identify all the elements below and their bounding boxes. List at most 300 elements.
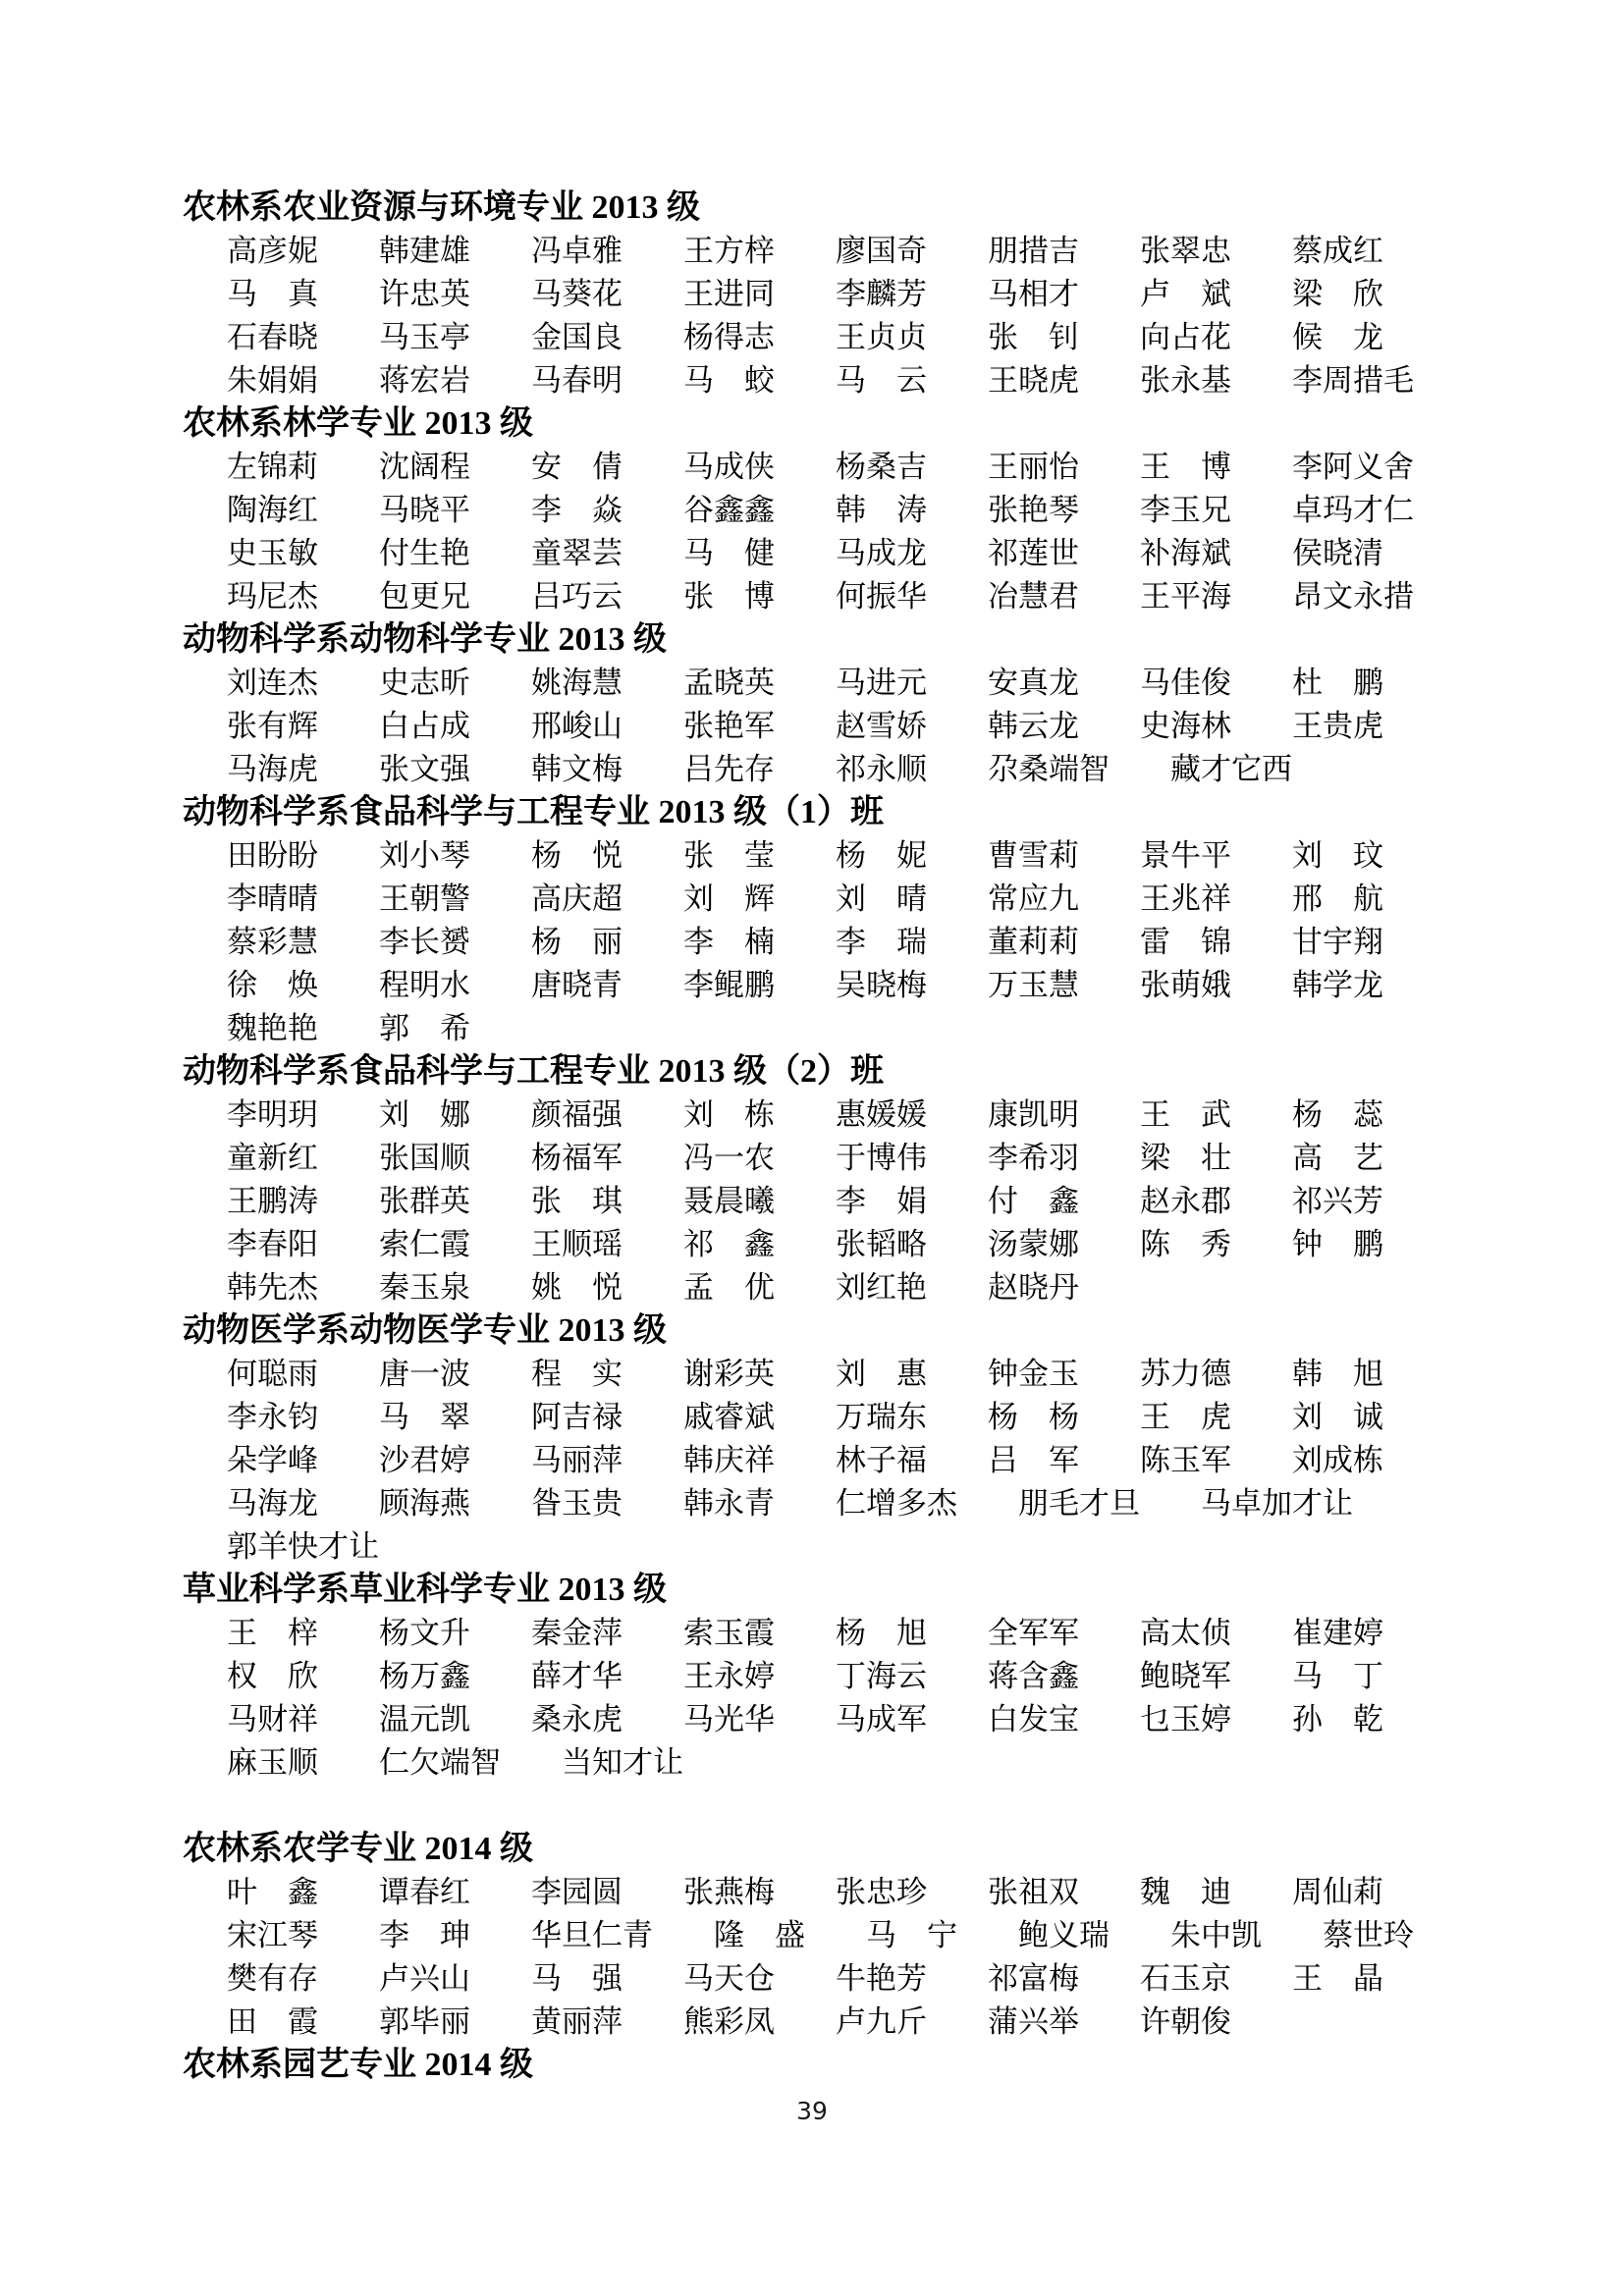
section-heading: 农林系林学专业 2013 级 — [183, 405, 533, 442]
student-name: 王进同 — [683, 277, 775, 311]
student-name: 冯一农 — [683, 1141, 775, 1175]
page-number: 39 — [796, 2097, 828, 2125]
student-name: 马成侠 — [683, 450, 775, 484]
student-name: 刘 辉 — [683, 881, 775, 916]
student-name: 汤蒙娜 — [988, 1227, 1079, 1261]
student-name: 张有辉 — [227, 709, 318, 743]
student-name: 孟晓英 — [683, 666, 775, 700]
student-name: 张萌娥 — [1140, 968, 1231, 1002]
student-name: 补海斌 — [1140, 536, 1231, 570]
student-name: 尕桑端智 — [988, 752, 1110, 786]
student-name: 祁永顺 — [836, 752, 927, 786]
section-heading: 农林系园艺专业 2014 级 — [183, 2047, 533, 2083]
student-name: 梁 欣 — [1292, 277, 1383, 311]
student-name: 朋毛才旦 — [1018, 1486, 1140, 1521]
student-name: 付生艳 — [379, 536, 470, 570]
student-name: 韩 涛 — [836, 493, 927, 527]
student-name: 李鲲鹏 — [683, 968, 775, 1002]
name-row — [183, 273, 1459, 316]
student-name: 吕 军 — [988, 1443, 1079, 1477]
student-name: 朵学峰 — [227, 1443, 318, 1477]
student-name: 杨 蕊 — [1292, 1097, 1383, 1132]
student-name: 杨福军 — [531, 1141, 623, 1175]
student-name: 李永钧 — [227, 1400, 318, 1434]
student-name: 马 宁 — [866, 1918, 957, 1952]
student-name: 候 龙 — [1292, 320, 1383, 354]
student-name: 马 丁 — [1292, 1659, 1383, 1693]
student-name: 张韬略 — [836, 1227, 927, 1261]
student-name: 阿吉禄 — [531, 1400, 623, 1434]
student-name: 杨 丽 — [531, 925, 623, 959]
student-name: 王丽怡 — [988, 450, 1079, 484]
student-name: 颜福强 — [531, 1097, 623, 1132]
student-name: 徐 焕 — [227, 968, 318, 1002]
student-name: 张艳琴 — [988, 493, 1079, 527]
student-name: 高太侦 — [1140, 1616, 1231, 1650]
student-name: 隆 盛 — [714, 1918, 805, 1952]
student-name: 姚 悦 — [531, 1270, 623, 1305]
student-name: 吴晓梅 — [836, 968, 927, 1002]
student-name: 李周措毛 — [1292, 363, 1414, 398]
student-name: 孙 乾 — [1292, 1702, 1383, 1736]
student-name: 鲍晓军 — [1140, 1659, 1231, 1693]
student-name: 安 倩 — [531, 450, 623, 484]
student-name: 樊有存 — [227, 1961, 318, 1996]
section-heading: 农林系农业资源与环境专业 2013 级 — [183, 189, 700, 226]
student-name: 王方梓 — [683, 234, 775, 268]
section-heading: 动物科学系食品科学与工程专业 2013 级（1）班 — [183, 794, 884, 830]
student-name: 李 楠 — [683, 925, 775, 959]
student-name: 邢峻山 — [531, 709, 623, 743]
student-name: 韩先杰 — [227, 1270, 318, 1305]
student-name: 邢 航 — [1292, 881, 1383, 916]
student-name: 杨 杨 — [988, 1400, 1079, 1434]
student-name: 马 真 — [227, 277, 318, 311]
section-spacer — [183, 1785, 1459, 1828]
roster-section — [183, 1569, 1459, 1785]
student-name: 刘 惠 — [836, 1357, 927, 1391]
student-name: 金国良 — [531, 320, 623, 354]
student-name: 李园圆 — [531, 1875, 623, 1909]
name-row — [183, 230, 1459, 273]
student-name: 谷鑫鑫 — [683, 493, 775, 527]
student-name: 王平海 — [1140, 579, 1231, 614]
name-row — [183, 1612, 1459, 1655]
name-row — [183, 316, 1459, 359]
student-name: 姚海慧 — [531, 666, 623, 700]
student-name: 祁莲世 — [988, 536, 1079, 570]
student-name: 蒋含鑫 — [988, 1659, 1079, 1693]
name-row — [183, 575, 1459, 618]
student-name: 马葵花 — [531, 277, 623, 311]
student-name: 当知才让 — [562, 1745, 683, 1780]
student-name: 刘成栋 — [1292, 1443, 1383, 1477]
student-name: 刘连杰 — [227, 666, 318, 700]
student-name: 王鹏涛 — [227, 1184, 318, 1218]
student-name: 韩学龙 — [1292, 968, 1383, 1002]
roster-section — [183, 618, 1459, 791]
name-row — [183, 834, 1459, 878]
student-name: 史玉敏 — [227, 536, 318, 570]
student-name: 张群英 — [379, 1184, 470, 1218]
name-row — [183, 964, 1459, 1007]
roster-section — [183, 187, 1459, 402]
student-name: 马佳俊 — [1140, 666, 1231, 700]
student-name: 陈 秀 — [1140, 1227, 1231, 1261]
student-name: 惠媛媛 — [836, 1097, 927, 1132]
student-name: 张艳军 — [683, 709, 775, 743]
student-name: 赵晓丹 — [988, 1270, 1079, 1305]
student-name: 张永基 — [1140, 363, 1231, 398]
name-row — [183, 359, 1459, 402]
student-name: 韩永青 — [683, 1486, 775, 1521]
name-row — [183, 532, 1459, 575]
name-row — [183, 662, 1459, 705]
student-name: 何聪雨 — [227, 1357, 318, 1391]
student-name: 秦金萍 — [531, 1616, 623, 1650]
name-row — [183, 1439, 1459, 1482]
student-name: 梁 壮 — [1140, 1141, 1231, 1175]
student-name: 乜玉婷 — [1140, 1702, 1231, 1736]
name-row — [183, 1396, 1459, 1439]
student-name: 高彦妮 — [227, 234, 318, 268]
student-name: 史海林 — [1140, 709, 1231, 743]
name-row — [183, 1698, 1459, 1741]
student-name: 王顺瑶 — [531, 1227, 623, 1261]
student-name: 白占成 — [379, 709, 470, 743]
student-name: 常应九 — [988, 881, 1079, 916]
student-name: 权 欣 — [227, 1659, 318, 1693]
student-name: 李阿义舍 — [1292, 450, 1414, 484]
name-row — [183, 1007, 1459, 1050]
student-name: 马 蛟 — [683, 363, 775, 398]
student-name: 蔡彩慧 — [227, 925, 318, 959]
student-name: 马海龙 — [227, 1486, 318, 1521]
student-name: 谢彩英 — [683, 1357, 775, 1391]
student-name: 万玉慧 — [988, 968, 1079, 1002]
student-name: 许朝俊 — [1140, 2004, 1231, 2039]
student-name: 杨桑吉 — [836, 450, 927, 484]
section-heading: 动物科学系动物科学专业 2013 级 — [183, 621, 667, 658]
student-name: 冶慧君 — [988, 579, 1079, 614]
student-name: 马晓平 — [379, 493, 470, 527]
student-name: 唐一波 — [379, 1357, 470, 1391]
student-name: 索玉霞 — [683, 1616, 775, 1650]
student-name: 华旦仁青 — [531, 1918, 653, 1952]
name-row — [183, 748, 1459, 791]
name-row — [183, 1137, 1459, 1180]
name-row — [183, 1353, 1459, 1396]
student-name: 熊彩凤 — [683, 2004, 775, 2039]
student-name: 韩云龙 — [988, 709, 1079, 743]
student-name: 苏力德 — [1140, 1357, 1231, 1391]
student-name: 史志昕 — [379, 666, 470, 700]
student-name: 王晓虎 — [988, 363, 1079, 398]
student-name: 谭春红 — [379, 1875, 470, 1909]
student-name: 张燕梅 — [683, 1875, 775, 1909]
student-name: 刘 诚 — [1292, 1400, 1383, 1434]
name-row — [183, 1741, 1459, 1785]
student-name: 蔡世玲 — [1323, 1918, 1414, 1952]
student-name: 赵永郡 — [1140, 1184, 1231, 1218]
student-name: 李 娟 — [836, 1184, 927, 1218]
student-name: 张 博 — [683, 579, 775, 614]
name-row — [183, 1094, 1459, 1137]
roster-section — [183, 1309, 1459, 1569]
student-name: 张忠珍 — [836, 1875, 927, 1909]
student-name: 蒋宏岩 — [379, 363, 470, 398]
student-name: 马光华 — [683, 1702, 775, 1736]
student-name: 张祖双 — [988, 1875, 1079, 1909]
student-name: 韩庆祥 — [683, 1443, 775, 1477]
student-name: 程明水 — [379, 968, 470, 1002]
student-name: 张 钊 — [988, 320, 1079, 354]
student-name: 唐晓青 — [531, 968, 623, 1002]
student-name: 雷 锦 — [1140, 925, 1231, 959]
name-row — [183, 921, 1459, 964]
student-name: 马海虎 — [227, 752, 318, 786]
student-name: 杨得志 — [683, 320, 775, 354]
student-name: 王 梓 — [227, 1616, 318, 1650]
student-name: 包更兄 — [379, 579, 470, 614]
name-row — [183, 489, 1459, 532]
student-name: 玛尼杰 — [227, 579, 318, 614]
student-name: 李 瑞 — [836, 925, 927, 959]
student-name: 韩 旭 — [1292, 1357, 1383, 1391]
student-name: 李玉兄 — [1140, 493, 1231, 527]
name-row — [183, 1223, 1459, 1266]
student-name: 付 鑫 — [988, 1184, 1079, 1218]
student-name: 甘宇翔 — [1292, 925, 1383, 959]
student-name: 冯卓雅 — [531, 234, 623, 268]
student-name: 魏 迪 — [1140, 1875, 1231, 1909]
name-row — [183, 878, 1459, 921]
student-name: 王永婷 — [683, 1659, 775, 1693]
name-row — [183, 1180, 1459, 1223]
name-row — [183, 1914, 1459, 1957]
student-roster — [183, 187, 1459, 2087]
student-name: 马丽萍 — [531, 1443, 623, 1477]
student-name: 马卓加才让 — [1201, 1486, 1353, 1521]
student-name: 王 晶 — [1292, 1961, 1383, 1996]
student-name: 郭毕丽 — [379, 2004, 470, 2039]
student-name: 王贵虎 — [1292, 709, 1383, 743]
student-name: 何振华 — [836, 579, 927, 614]
student-name: 王贞贞 — [836, 320, 927, 354]
student-name: 王兆祥 — [1140, 881, 1231, 916]
student-name: 杨文升 — [379, 1616, 470, 1650]
student-name: 陶海红 — [227, 493, 318, 527]
student-name: 沙君婷 — [379, 1443, 470, 1477]
student-name: 马财祥 — [227, 1702, 318, 1736]
student-name: 李希羽 — [988, 1141, 1079, 1175]
student-name: 吕先存 — [683, 752, 775, 786]
student-name: 张文强 — [379, 752, 470, 786]
student-name: 曹雪莉 — [988, 838, 1079, 873]
student-name: 万瑞东 — [836, 1400, 927, 1434]
student-name: 刘小琴 — [379, 838, 470, 873]
student-name: 马天仓 — [683, 1961, 775, 1996]
student-name: 白发宝 — [988, 1702, 1079, 1736]
student-name: 张 莹 — [683, 838, 775, 873]
student-name: 刘 晴 — [836, 881, 927, 916]
student-name: 戚睿斌 — [683, 1400, 775, 1434]
roster-section — [183, 1828, 1459, 2044]
student-name: 许忠英 — [379, 277, 470, 311]
student-name: 高 艺 — [1292, 1141, 1383, 1175]
student-name: 马进元 — [836, 666, 927, 700]
student-name: 祁富梅 — [988, 1961, 1079, 1996]
student-name: 童新红 — [227, 1141, 318, 1175]
student-name: 顾海燕 — [379, 1486, 470, 1521]
student-name: 马玉亭 — [379, 320, 470, 354]
section-heading: 动物医学系动物医学专业 2013 级 — [183, 1312, 667, 1349]
student-name: 杨万鑫 — [379, 1659, 470, 1693]
student-name: 王 虎 — [1140, 1400, 1231, 1434]
roster-section — [183, 2044, 1459, 2087]
student-name: 李晴晴 — [227, 881, 318, 916]
student-name: 钟金玉 — [988, 1357, 1079, 1391]
roster-section — [183, 791, 1459, 1050]
student-name: 田盼盼 — [227, 838, 318, 873]
student-name: 李春阳 — [227, 1227, 318, 1261]
student-name: 马相才 — [988, 277, 1079, 311]
student-name: 马 健 — [683, 536, 775, 570]
student-name: 丁海云 — [836, 1659, 927, 1693]
student-name: 刘 玟 — [1292, 838, 1383, 873]
student-name: 韩建雄 — [379, 234, 470, 268]
student-name: 鲍义瑞 — [1018, 1918, 1110, 1952]
student-name: 王朝警 — [379, 881, 470, 916]
name-row — [183, 446, 1459, 489]
student-name: 石玉京 — [1140, 1961, 1231, 1996]
student-name: 刘 娜 — [379, 1097, 470, 1132]
student-name: 钟 鹏 — [1292, 1227, 1383, 1261]
student-name: 马成龙 — [836, 536, 927, 570]
student-name: 索仁霞 — [379, 1227, 470, 1261]
student-name: 马成军 — [836, 1702, 927, 1736]
student-name: 昝玉贵 — [531, 1486, 623, 1521]
student-name: 吕巧云 — [531, 579, 623, 614]
student-name: 景牛平 — [1140, 838, 1231, 873]
student-name: 宋江琴 — [227, 1918, 318, 1952]
student-name: 王 博 — [1140, 450, 1231, 484]
roster-section — [183, 1050, 1459, 1309]
student-name: 温元凯 — [379, 1702, 470, 1736]
student-name: 昂文永措 — [1292, 579, 1414, 614]
student-name: 李明玥 — [227, 1097, 318, 1132]
student-name: 仁欠端智 — [379, 1745, 501, 1780]
student-name: 张翠忠 — [1140, 234, 1231, 268]
student-name: 董莉莉 — [988, 925, 1079, 959]
student-name: 薛才华 — [531, 1659, 623, 1693]
student-name: 李 焱 — [531, 493, 623, 527]
section-heading: 动物科学系食品科学与工程专业 2013 级（2）班 — [183, 1053, 884, 1090]
student-name: 王 武 — [1140, 1097, 1231, 1132]
student-name: 祁兴芳 — [1292, 1184, 1383, 1218]
student-name: 仁增多杰 — [836, 1486, 957, 1521]
student-name: 桑永虎 — [531, 1702, 623, 1736]
name-row — [183, 1871, 1459, 1914]
student-name: 蒲兴举 — [988, 2004, 1079, 2039]
student-name: 周仙莉 — [1292, 1875, 1383, 1909]
roster-section — [183, 402, 1459, 618]
name-row — [183, 705, 1459, 748]
student-name: 秦玉泉 — [379, 1270, 470, 1305]
student-name: 杨 旭 — [836, 1616, 927, 1650]
student-name: 朱娟娟 — [227, 363, 318, 398]
student-name: 左锦莉 — [227, 450, 318, 484]
student-name: 马 翠 — [379, 1400, 470, 1434]
student-name: 马 云 — [836, 363, 927, 398]
student-name: 韩文梅 — [531, 752, 623, 786]
student-name: 向占花 — [1140, 320, 1231, 354]
student-name: 李 珅 — [379, 1918, 470, 1952]
name-row — [183, 1957, 1459, 2001]
student-name: 麻玉顺 — [227, 1745, 318, 1780]
name-row — [183, 1525, 1459, 1569]
student-name: 聂晨曦 — [683, 1184, 775, 1218]
student-name: 程 实 — [531, 1357, 623, 1391]
section-heading: 草业科学系草业科学专业 2013 级 — [183, 1572, 667, 1608]
student-name: 杨 妮 — [836, 838, 927, 873]
student-name: 卢 斌 — [1140, 277, 1231, 311]
student-name: 于博伟 — [836, 1141, 927, 1175]
student-name: 马春明 — [531, 363, 623, 398]
student-name: 刘红艳 — [836, 1270, 927, 1305]
student-name: 杜 鹏 — [1292, 666, 1383, 700]
student-name: 张 琪 — [531, 1184, 623, 1218]
student-name: 马 强 — [531, 1961, 623, 1996]
student-name: 田 霞 — [227, 2004, 318, 2039]
name-row — [183, 2001, 1459, 2044]
student-name: 黄丽萍 — [531, 2004, 623, 2039]
student-name: 林子福 — [836, 1443, 927, 1477]
student-name: 张国顺 — [379, 1141, 470, 1175]
section-heading: 农林系农学专业 2014 级 — [183, 1831, 533, 1867]
student-name: 郭 希 — [379, 1011, 470, 1045]
student-name: 卓玛才仁 — [1292, 493, 1414, 527]
student-name: 石春晓 — [227, 320, 318, 354]
student-name: 赵雪娇 — [836, 709, 927, 743]
student-name: 魏艳艳 — [227, 1011, 318, 1045]
student-name: 康凯明 — [988, 1097, 1079, 1132]
student-name: 童翠芸 — [531, 536, 623, 570]
name-row — [183, 1482, 1459, 1525]
student-name: 牛艳芳 — [836, 1961, 927, 1996]
name-row — [183, 1266, 1459, 1309]
student-name: 李长赟 — [379, 925, 470, 959]
student-name: 藏才它西 — [1170, 752, 1292, 786]
student-name: 全军军 — [988, 1616, 1079, 1650]
student-name: 祁 鑫 — [683, 1227, 775, 1261]
student-name: 朱中凯 — [1170, 1918, 1262, 1952]
student-name: 蔡成红 — [1292, 234, 1383, 268]
name-row — [183, 1655, 1459, 1698]
student-name: 李麟芳 — [836, 277, 927, 311]
student-name: 卢九斤 — [836, 2004, 927, 2039]
student-name: 杨 悦 — [531, 838, 623, 873]
student-name: 孟 优 — [683, 1270, 775, 1305]
student-name: 崔建婷 — [1292, 1616, 1383, 1650]
student-name: 郭羊快才让 — [227, 1529, 379, 1564]
student-name: 陈玉军 — [1140, 1443, 1231, 1477]
student-name: 侯晓清 — [1292, 536, 1383, 570]
student-name: 安真龙 — [988, 666, 1079, 700]
student-name: 朋措吉 — [988, 234, 1079, 268]
student-name: 廖国奇 — [836, 234, 927, 268]
student-name: 叶 鑫 — [227, 1875, 318, 1909]
